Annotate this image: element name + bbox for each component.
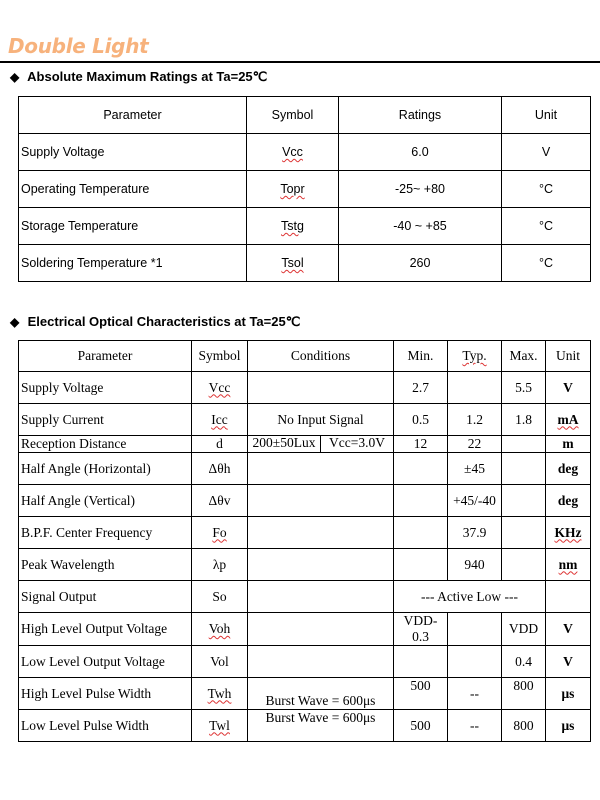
- cell-min: 2.7: [394, 372, 448, 404]
- cell-parameter: Supply Current: [19, 404, 192, 436]
- cell-parameter: Storage Temperature: [19, 208, 247, 245]
- cell-symbol: [192, 613, 248, 646]
- cell-symbol: λp: [192, 549, 248, 581]
- cell-min: 500: [394, 710, 448, 742]
- table-row: [19, 613, 591, 646]
- cell-typ: --: [448, 710, 502, 742]
- table-row: [19, 208, 591, 245]
- cell-unit-text: mA: [557, 411, 579, 427]
- cell-unit: [546, 549, 591, 581]
- cell-conditions: Burst Wave = 600μs: [248, 678, 394, 710]
- cell-conditions: [248, 646, 394, 678]
- table-row: [19, 581, 591, 613]
- table-row: [19, 134, 591, 171]
- table-row: [19, 171, 591, 208]
- cell-parameter: Low Level Output Voltage: [19, 646, 192, 678]
- header-min: Min.: [394, 341, 448, 372]
- cell-conditions: [248, 517, 394, 549]
- cell-unit: μs: [546, 678, 591, 710]
- cell-max: 1.8: [502, 404, 546, 436]
- table-row: [19, 453, 591, 485]
- cell-parameter: High Level Output Voltage: [19, 613, 192, 646]
- cell-conditions: [248, 581, 394, 613]
- table-row: [19, 436, 591, 453]
- table-row: [19, 678, 591, 710]
- cell-unit-text: KHz: [554, 524, 582, 540]
- cell-parameter: Soldering Temperature *1: [19, 245, 247, 282]
- cell-min: 500: [394, 678, 448, 710]
- table-row: [19, 372, 591, 404]
- condition-lux: 200±50Lux: [252, 435, 316, 450]
- cell-symbol: So: [192, 581, 248, 613]
- cell-symbol: [247, 208, 339, 245]
- cell-unit-text: nm: [558, 556, 578, 572]
- header-divider: [0, 61, 600, 63]
- cell-parameter: Half Angle (Vertical): [19, 485, 192, 517]
- cell-rating: 6.0: [339, 134, 502, 171]
- absolute-max-ratings-table: [18, 96, 591, 282]
- cell-unit: m: [546, 436, 591, 453]
- table-row: [19, 549, 591, 581]
- cell-max: [502, 549, 546, 581]
- cell-typ: [448, 646, 502, 678]
- cell-symbol-text: Twh: [207, 685, 232, 701]
- cell-min: VDD-0.3: [394, 613, 448, 646]
- header-unit: Unit: [502, 97, 591, 134]
- cell-unit: [546, 404, 591, 436]
- electrical-optical-table: [18, 340, 591, 742]
- cell-symbol-text: Fo: [212, 524, 227, 540]
- header-parameter: Parameter: [19, 97, 247, 134]
- conditions-split: [248, 436, 393, 452]
- table-row: [19, 404, 591, 436]
- table-row: [19, 710, 591, 742]
- cell-parameter: B.P.F. Center Frequency: [19, 517, 192, 549]
- cell-max: [502, 517, 546, 549]
- cell-max: [502, 485, 546, 517]
- cell-max: [502, 436, 546, 453]
- cell-max: VDD: [502, 613, 546, 646]
- cell-symbol: [192, 517, 248, 549]
- cell-parameter: Low Level Pulse Width: [19, 710, 192, 742]
- cell-parameter: Supply Voltage: [19, 134, 247, 171]
- cell-min: [394, 485, 448, 517]
- cell-max: 0.4: [502, 646, 546, 678]
- cell-max: 800: [502, 678, 546, 710]
- diamond-bullet-icon: ◆: [10, 315, 20, 329]
- section-title-text: Electrical Optical Characteristics at Ta=25℃: [27, 314, 301, 329]
- cell-symbol: [192, 404, 248, 436]
- header-typ-text: Typ.: [462, 348, 487, 363]
- cell-symbol-text: Vcc: [208, 379, 231, 395]
- cell-min: 0.5: [394, 404, 448, 436]
- cell-symbol: Vol: [192, 646, 248, 678]
- cell-unit: V: [502, 134, 591, 171]
- cell-conditions: No Input Signal: [248, 404, 394, 436]
- table-row: [19, 646, 591, 678]
- cell-conditions: [248, 485, 394, 517]
- cell-max: [502, 453, 546, 485]
- cell-typ: 22: [448, 436, 502, 453]
- cell-unit: deg: [546, 453, 591, 485]
- cell-conditions: [248, 453, 394, 485]
- cell-rating: 260: [339, 245, 502, 282]
- cell-conditions: [248, 613, 394, 646]
- cell-max: 800: [502, 710, 546, 742]
- cell-symbol: [192, 678, 248, 710]
- cell-symbol: [247, 245, 339, 282]
- cell-max: 5.5: [502, 372, 546, 404]
- cell-unit: deg: [546, 485, 591, 517]
- header-symbol: Symbol: [247, 97, 339, 134]
- cell-unit: V: [546, 372, 591, 404]
- header-ratings: Ratings: [339, 97, 502, 134]
- cell-typ: 37.9: [448, 517, 502, 549]
- table-row: [19, 517, 591, 549]
- cell-signal-output-value: --- Active Low ---: [394, 581, 546, 613]
- cell-symbol-text: Voh: [208, 621, 231, 636]
- cell-symbol-text: Topr: [280, 182, 305, 196]
- cell-typ: 1.2: [448, 404, 502, 436]
- cell-typ: +45/-40: [448, 485, 502, 517]
- cell-parameter: High Level Pulse Width: [19, 678, 192, 710]
- cell-symbol-text: Tstg: [281, 219, 304, 233]
- table-header-row: [19, 341, 591, 372]
- cell-unit: μs: [546, 710, 591, 742]
- cell-conditions: [248, 372, 394, 404]
- cell-unit: V: [546, 646, 591, 678]
- cell-unit: °C: [502, 245, 591, 282]
- cell-symbol: [247, 134, 339, 171]
- cell-conditions: Burst Wave = 600μs: [248, 710, 394, 742]
- cell-parameter: Reception Distance: [19, 436, 192, 453]
- header-typ: [448, 341, 502, 372]
- cell-conditions: [248, 549, 394, 581]
- cell-symbol: Δθh: [192, 453, 248, 485]
- cell-conditions: [248, 436, 394, 453]
- cell-typ: [448, 613, 502, 646]
- cell-symbol-text: Vcc: [282, 145, 303, 159]
- header-symbol: Symbol: [192, 341, 248, 372]
- cell-typ: [448, 372, 502, 404]
- cell-symbol: Δθv: [192, 485, 248, 517]
- cell-typ: --: [448, 678, 502, 710]
- diamond-bullet-icon: ◆: [10, 70, 20, 84]
- cell-rating: -40 ~ +85: [339, 208, 502, 245]
- cell-parameter: Half Angle (Horizontal): [19, 453, 192, 485]
- cell-unit: [546, 517, 591, 549]
- cell-min: 12: [394, 436, 448, 453]
- section-title-electrical-optical: [10, 314, 300, 330]
- cell-parameter: Supply Voltage: [19, 372, 192, 404]
- cell-symbol-text: Tsol: [281, 256, 304, 270]
- header-unit: Unit: [546, 341, 591, 372]
- cell-symbol: [247, 171, 339, 208]
- cell-unit: [546, 581, 591, 613]
- cell-typ: ±45: [448, 453, 502, 485]
- cell-min: [394, 549, 448, 581]
- cell-rating: -25~ +80: [339, 171, 502, 208]
- header-conditions: Conditions: [248, 341, 394, 372]
- table-header-row: [19, 97, 591, 134]
- table-row: [19, 485, 591, 517]
- header-parameter: Parameter: [19, 341, 192, 372]
- table-row: [19, 245, 591, 282]
- cell-unit: °C: [502, 171, 591, 208]
- cell-symbol: [192, 372, 248, 404]
- cell-unit: °C: [502, 208, 591, 245]
- cell-parameter: Signal Output: [19, 581, 192, 613]
- cell-parameter: Peak Wavelength: [19, 549, 192, 581]
- cell-parameter: Operating Temperature: [19, 171, 247, 208]
- cell-min: [394, 453, 448, 485]
- cell-unit: V: [546, 613, 591, 646]
- brand-logo: Double Light: [8, 34, 149, 58]
- section-title-text: Absolute Maximum Ratings at Ta=25℃: [27, 69, 268, 84]
- cell-typ: 940: [448, 549, 502, 581]
- cell-symbol: d: [192, 436, 248, 453]
- cell-symbol-text: Twl: [209, 717, 230, 733]
- condition-vcc: Vcc=3.0V: [320, 436, 393, 452]
- cell-symbol: [192, 710, 248, 742]
- section-title-absolute-max: [10, 69, 267, 85]
- cell-symbol-text: Icc: [211, 411, 228, 427]
- cell-min: [394, 517, 448, 549]
- header-max: Max.: [502, 341, 546, 372]
- cell-min: [394, 646, 448, 678]
